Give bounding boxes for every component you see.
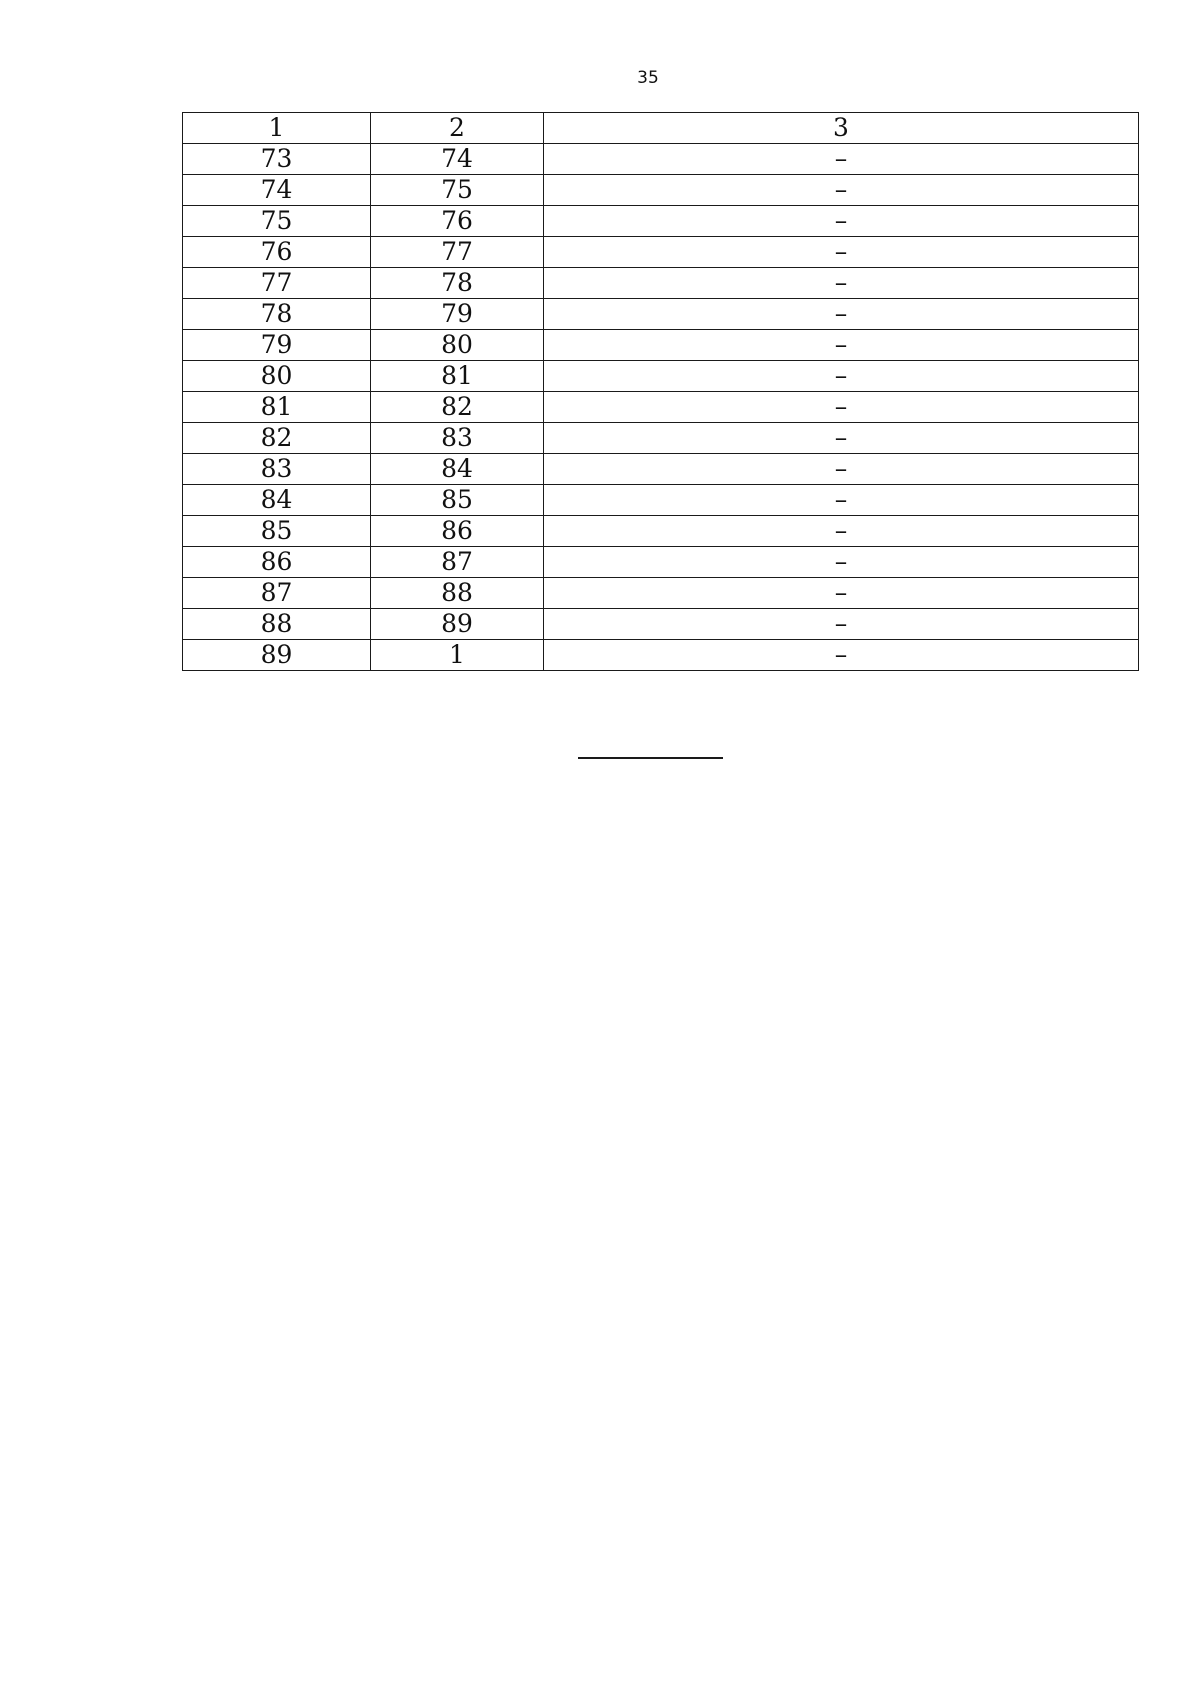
table-cell: 86 [183,547,371,578]
table-row [183,392,1139,423]
table-row [183,423,1139,454]
table-cell: 77 [371,237,544,268]
table-cell: 76 [183,237,371,268]
table-cell: – [544,485,1139,516]
table-cell: 81 [371,361,544,392]
table-cell: 73 [183,144,371,175]
table-cell: 82 [183,423,371,454]
table-row [183,640,1139,671]
table-cell: 89 [183,640,371,671]
table-cell: 79 [371,299,544,330]
column-header: 1 [183,113,371,144]
table-header [183,113,1139,144]
table-cell: – [544,361,1139,392]
table-cell: 76 [371,206,544,237]
column-header: 3 [544,113,1139,144]
table-header-row [183,113,1139,144]
table-row [183,361,1139,392]
table-cell: – [544,144,1139,175]
table-cell: 83 [371,423,544,454]
table-cell: – [544,206,1139,237]
end-of-section-rule [578,757,723,759]
table-cell: – [544,578,1139,609]
page-number: 35 [637,68,659,88]
table-cell: 75 [371,175,544,206]
data-table [182,112,1139,671]
table-row [183,206,1139,237]
table-cell: 82 [371,392,544,423]
table-row [183,144,1139,175]
table-cell: 86 [371,516,544,547]
table-row [183,454,1139,485]
table-row [183,547,1139,578]
table-row [183,330,1139,361]
table-cell: – [544,640,1139,671]
table-row [183,268,1139,299]
table-cell: 80 [371,330,544,361]
table-cell: 88 [371,578,544,609]
table-cell: 84 [371,454,544,485]
table-cell: – [544,237,1139,268]
table-cell: – [544,423,1139,454]
table-cell: – [544,299,1139,330]
table-cell: 74 [371,144,544,175]
table-cell: – [544,454,1139,485]
table-row [183,299,1139,330]
table-cell: – [544,330,1139,361]
table-cell: 87 [183,578,371,609]
table-cell: 89 [371,609,544,640]
table-cell: 85 [183,516,371,547]
table-cell: – [544,175,1139,206]
table-cell: 81 [183,392,371,423]
table-cell: 87 [371,547,544,578]
table-row [183,516,1139,547]
table-cell: 78 [371,268,544,299]
table-row [183,485,1139,516]
table-cell: 1 [371,640,544,671]
table-cell: – [544,609,1139,640]
table-cell: 74 [183,175,371,206]
table-cell: 84 [183,485,371,516]
table-cell: 80 [183,361,371,392]
column-header: 2 [371,113,544,144]
table-cell: 79 [183,330,371,361]
table-cell: – [544,268,1139,299]
table-cell: – [544,547,1139,578]
table-cell: 88 [183,609,371,640]
table-cell: – [544,516,1139,547]
table-row [183,609,1139,640]
table-cell: 83 [183,454,371,485]
table-cell: – [544,392,1139,423]
table-row [183,175,1139,206]
table-row [183,578,1139,609]
table-cell: 77 [183,268,371,299]
table-cell: 75 [183,206,371,237]
table-body [183,144,1139,671]
table-row [183,237,1139,268]
table-cell: 85 [371,485,544,516]
table-cell: 78 [183,299,371,330]
